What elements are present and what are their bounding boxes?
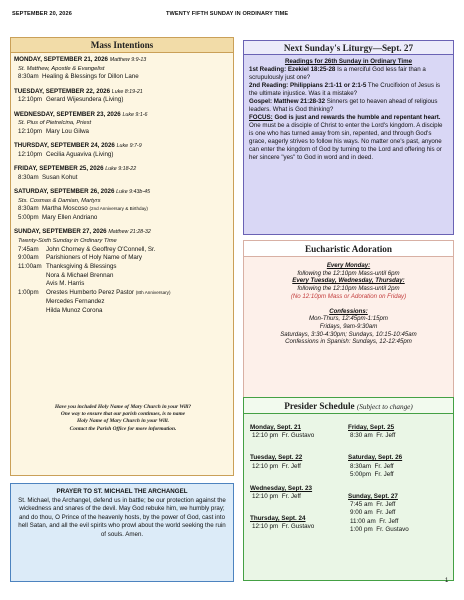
prayer-text: St. Michael, the Archangel, defend us in battle; be our protection against the wickedness and snares of the devil. May God rebuke him, we humbly pray; and do thou, O Prince of the heavenly hosts, by the power of God, cast into hell Satan, and all the evil spirits who prowl about the world seeking the ruin of souls. Amen. [18, 496, 226, 538]
mass-day-reading: Luke 8:19-21 [111, 88, 143, 95]
liturgy-box [243, 40, 454, 235]
tue-thu-text: following the 12:10pm Mass-until 2pm [297, 285, 400, 293]
confession-line: Confessions in Spanish: Sundays, 12-12:45pm [285, 338, 412, 346]
mass-intention: John Chorney & Geoffrey O'Connell, Sr. [46, 245, 156, 253]
monday-label: Every Monday: [326, 262, 371, 269]
confession-line: Fridays, 9am-9:30am [319, 322, 378, 330]
presider-entry: 11:00 am Fr. Jeff [350, 517, 399, 525]
mass-entry [14, 151, 232, 160]
confession-line: Saturdays, 3:30-4:30pm; Sundays, 10:15-10:45am [280, 330, 417, 338]
mass-time: 11:00am [18, 263, 42, 271]
mass-day-feast: St. Matthew, Apostle & Evangelist [18, 65, 105, 72]
mass-time: 9:00am [18, 254, 39, 262]
mass-time: 12:10pm [18, 96, 43, 104]
mass-entry [14, 73, 232, 82]
presider-box [243, 397, 454, 581]
mass-entry [14, 289, 232, 298]
prayer-box [10, 483, 234, 582]
presider-day [250, 424, 314, 440]
mass-time: 8:30am [18, 73, 39, 81]
mass-time: 1:00pm [18, 289, 39, 297]
mass-entry [14, 263, 232, 272]
presider-title: Presider Schedule (Subject to change) [244, 398, 453, 414]
will-note-line: One way to ensure that our parish continues, is to name [60, 411, 186, 418]
eucharistic-box [243, 240, 454, 403]
friday-note: (No 12:10pm Mass or Adoration on Friday) [290, 292, 407, 300]
presider-day-heading: Saturday, Sept. 26 [348, 454, 403, 462]
presider-day-heading: Sunday, Sept. 27 [348, 493, 398, 501]
page-number: 1 [445, 578, 449, 584]
mass-time: 7:45am [18, 245, 39, 253]
presider-entry: 7:45 am Fr. Jeff [350, 501, 396, 509]
mass-intention: Avis M. Harris [46, 280, 85, 288]
presider-entry: 12:10 pm Fr. Jeff [252, 493, 301, 501]
mass-day [14, 111, 232, 137]
mass-time: 12:10pm [18, 127, 43, 135]
mass-intention: Mary Ellen Andriano [42, 214, 98, 222]
mass-day-heading: THURSDAY, SEPTEMBER 24, 2026 Luke 9:7-9 [14, 142, 142, 150]
mass-day-heading: TUESDAY, SEPTEMBER 22, 2026 Luke 8:19-21 [14, 87, 143, 95]
mass-intention: Hilda Munoz Corona [46, 306, 103, 314]
mass-time: 8:30am [18, 205, 39, 213]
mass-time: 12:10pm [18, 150, 43, 158]
presider-day [348, 454, 409, 479]
mass-intentions-list [14, 56, 232, 321]
presider-right-column [348, 424, 409, 548]
presider-day [348, 424, 409, 440]
mass-intention: Mary Lou Gilwa [46, 127, 89, 135]
monday-text: following the 12:10pm Mass-until 6pm [297, 269, 400, 277]
presider-entry: 1:00 pm Fr. Gustavo [350, 525, 409, 533]
presider-day-heading: Tuesday, Sept. 22 [250, 454, 303, 462]
presider-entry: 5:00pm Fr. Jeff [350, 470, 394, 478]
gospel-reading: Gospel: Matthew 21:28-32 Sinners get to heaven ahead of religious leaders. What is God thinking? [249, 98, 438, 113]
mass-entry [14, 254, 232, 263]
mass-intention: Martha Moscoso [42, 205, 88, 213]
mass-entry [14, 128, 232, 137]
focus: FOCUS: God is just and rewards the humble and repentant heart. [249, 114, 441, 121]
presider-entry: 12:10 pm Fr. Gustavo [252, 432, 315, 440]
prayer-title: PRAYER TO ST. MICHAEL THE ARCHANGEL [56, 488, 188, 495]
mass-entry [14, 174, 232, 183]
mass-day-heading: SATURDAY, SEPTEMBER 26, 2026 Luke 9:43b-45 [14, 187, 151, 195]
mass-intention: Mercedes Fernandez [46, 297, 105, 305]
liturgy-body [244, 55, 453, 162]
presider-day [250, 485, 314, 501]
first-reading: 1st Reading: Ezekiel 18:25-28 Is a merciful God less fair than a scrupulously just one? [249, 66, 426, 81]
mass-intention-note: (8th Anniversary) [135, 290, 171, 296]
second-reading: 2nd Reading: Philippians 2:1-11 or 2:1-5 The Crucifixion of Jesus is the ultimate injustice. Was it a mistake? [249, 82, 441, 97]
eucharistic-body [244, 257, 453, 346]
presider-day-heading: Wednesday, Sept. 23 [250, 484, 313, 492]
presider-day-heading: Friday, Sept. 25 [348, 424, 395, 431]
confessions-label: Confessions: [329, 307, 368, 315]
mass-day-feast: Sts. Cosmas & Damian, Martyrs [18, 197, 101, 204]
presider-day [250, 454, 314, 470]
mass-entry [14, 298, 232, 307]
mass-intention: Gerard Wijesundera (Living) [46, 96, 124, 104]
mass-entry [14, 246, 232, 255]
mass-intention: Susan Kohut [42, 173, 78, 181]
mass-day [14, 56, 232, 82]
mass-day-heading: SUNDAY, SEPTEMBER 27, 2026 Matthew 21:28-32 [14, 228, 151, 236]
eucharistic-title: Eucharistic Adoration [244, 241, 453, 257]
mass-intentions-box [10, 37, 234, 476]
mass-day-reading: Luke 9:18-22 [105, 166, 137, 173]
mass-entry [14, 272, 232, 281]
presider-day-heading: Monday, Sept. 21 [250, 424, 301, 431]
mass-entry [14, 214, 232, 223]
will-note-line: Holy Name of Mary Church in your Will. [77, 418, 169, 425]
mass-intention: Orestes Humberto Perez Pastor [46, 289, 135, 297]
mass-day-reading: Matthew 9:9-13 [109, 57, 147, 63]
mass-entry [14, 205, 232, 214]
mass-intention: Nora & Michael Brennan [46, 271, 114, 279]
mass-day [14, 228, 232, 315]
mass-day [14, 188, 232, 223]
mass-entry [14, 307, 232, 316]
mass-day-heading: MONDAY, SEPTEMBER 21, 2026 Matthew 9:9-13 [14, 56, 147, 63]
readings-heading: Readings for 26th Sunday in Ordinary Time [284, 58, 413, 65]
presider-entry: 8:30am Fr. Jeff [350, 462, 394, 470]
mass-day-heading: FRIDAY, SEPTEMBER 25, 2026 Luke 9:18-22 [14, 165, 137, 173]
mass-day-feast: St. Pius of Pietrelcina, Priest [18, 120, 92, 127]
mass-day-reading: Matthew 21:28-32 [108, 229, 151, 236]
mass-intention: Parishioners of Holy Name of Mary [46, 254, 142, 262]
mass-intention: Healing & Blessings for Dillon Lane [42, 73, 139, 81]
mass-day [14, 165, 232, 182]
mass-day [14, 88, 232, 105]
mass-day-heading: WEDNESDAY, SEPTEMBER 23, 2026 Luke 9:1-6 [14, 110, 148, 118]
mass-intention-note: (2nd Anniversary & Birthday) [89, 206, 148, 212]
will-note-line: Contact the Parish Office for more information. [69, 425, 177, 432]
presider-day-heading: Thursday, Sept. 24 [250, 515, 306, 523]
confession-line: Mon-Thurs, 12:45pm-1:15pm [309, 315, 388, 323]
mass-entry [14, 96, 232, 105]
liturgy-title: Next Sunday's Liturgy—Sept. 27 [244, 41, 453, 55]
prayer-body [11, 484, 233, 540]
presider-entry: 9:00 am Fr. Jeff [350, 509, 396, 517]
presider-day [348, 493, 409, 534]
tue-thu-label: Every Tuesday, Wednesday, Thursday: [292, 277, 405, 285]
mass-intention: Thanksgiving & Blessings [46, 263, 117, 271]
mass-intentions-title: Mass Intentions [11, 38, 233, 53]
will-note-line: Have you included Holy Name of Mary Church in your Will? [54, 404, 192, 410]
mass-intention: Cecilia Aguaviva (Living) [46, 150, 114, 158]
presider-day [250, 515, 314, 531]
will-note [11, 404, 234, 433]
mass-day-reading: Luke 9:7-9 [116, 143, 142, 150]
mass-day-feast: Twenty-Sixth Sunday in Ordinary Time [18, 237, 117, 244]
presider-entry: 12:10 pm Fr. Jeff [252, 462, 301, 470]
mass-time: 8:30am [18, 173, 39, 181]
mass-day [14, 142, 232, 159]
mass-day-reading: Luke 9:1-6 [122, 111, 148, 118]
header-title: TWENTY FIFTH SUNDAY IN ORDINARY TIME [166, 11, 289, 17]
liturgy-reflection: One must be a disciple of Christ to enter the Lord's kingdom. A disciple is one who has turned away from sin, repented, and through God's grace, eagerly strives to follow his ways. No matter one's past, anyone can enter the kingdom of God by turning to the Lord and offering his or her sincere "yes" to God in word and in deed. [249, 122, 443, 161]
mass-day-reading: Luke 9:43b-45 [116, 188, 151, 195]
presider-entry: 12:10 pm Fr. Gustavo [252, 523, 315, 531]
presider-subtitle: (Subject to change) [356, 403, 413, 411]
header-date: SEPTEMBER 20, 2026 [12, 11, 72, 17]
mass-time: 5:00pm [18, 214, 39, 222]
presider-left-column [250, 424, 314, 546]
presider-entry: 8:30 am Fr. Jeff [350, 432, 396, 440]
mass-entry [14, 280, 232, 289]
